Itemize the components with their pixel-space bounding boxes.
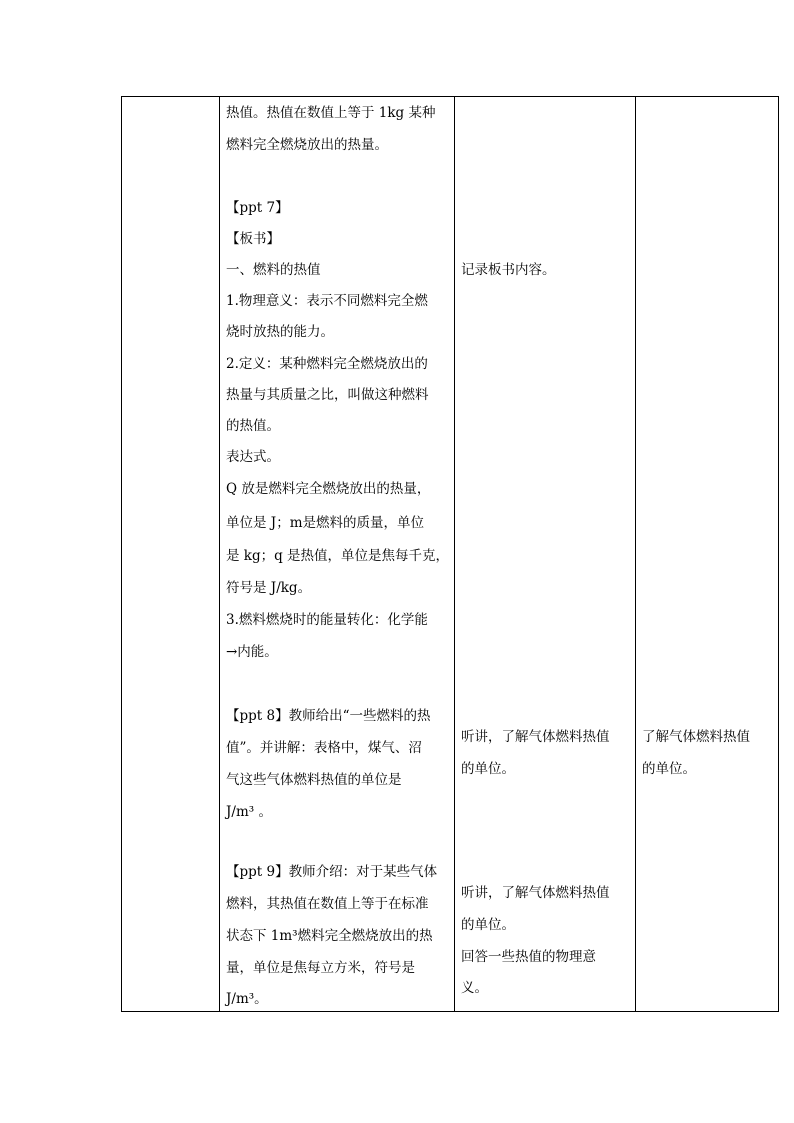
text-line: 回答一些热值的物理意 xyxy=(461,949,596,965)
text-line: 了解气体燃料热值 xyxy=(642,729,750,745)
text-line: J/m³。 xyxy=(226,991,268,1007)
text-line: 3.燃料燃烧时的能量转化：化学能 xyxy=(226,612,428,628)
text-line: 烧时放热的能力。 xyxy=(226,324,334,340)
text-line: 的单位。 xyxy=(461,761,515,777)
section-heading: 一、燃料的热值 xyxy=(226,262,321,278)
text-line: 燃料完全燃烧放出的热量。 xyxy=(226,137,388,153)
text-line: 【板书】 xyxy=(226,231,280,247)
text-line: 状态下 1m³燃料完全燃烧放出的热 xyxy=(226,928,433,944)
text-line: 热量与其质量之比，叫做这种燃料 xyxy=(226,387,429,403)
text-line: 2.定义：某种燃料完全燃烧放出的 xyxy=(226,356,428,372)
text-line: 的单位。 xyxy=(461,917,515,933)
text-line: 热值。热值在数值上等于 1kg 某种 xyxy=(226,105,436,121)
text-line: →内能。 xyxy=(226,644,278,660)
teacher-activity-cell xyxy=(220,97,455,1012)
text-line: Q 放是燃料完全燃烧放出的热量， xyxy=(226,481,431,497)
text-line: 值”。并讲解：表格中，煤气、沼 xyxy=(226,740,422,756)
text-line: 听讲，了解气体燃料热值 xyxy=(461,729,610,745)
text-line: 量，单位是焦每立方米，符号是 xyxy=(226,960,415,976)
text-line: 【ppt 8】教师给出“一些燃料的热 xyxy=(226,708,431,724)
text-line: 单位是 J；m是燃料的质量，单位 xyxy=(226,515,425,531)
text-line: 表达式。 xyxy=(226,449,280,465)
text-line: 记录板书内容。 xyxy=(461,262,556,278)
text-line: 听讲，了解气体燃料热值 xyxy=(461,885,610,901)
lesson-plan-table xyxy=(121,96,779,1012)
text-line: 【ppt 7】 xyxy=(226,200,289,216)
table-row xyxy=(122,97,779,1012)
design-intent-cell xyxy=(636,97,779,1012)
stage-cell xyxy=(122,97,220,1012)
text-line: 的热值。 xyxy=(226,418,280,434)
text-line: 是 kg；q 是热值，单位是焦每千克， xyxy=(226,548,450,564)
student-activity-cell xyxy=(455,97,636,1012)
text-line: 的单位。 xyxy=(642,761,696,777)
text-line: 1.物理意义：表示不同燃料完全燃 xyxy=(226,293,428,309)
text-line: 燃料，其热值在数值上等于在标准 xyxy=(226,896,429,912)
text-line: 符号是 J/kg。 xyxy=(226,580,312,596)
text-line: J/m³ 。 xyxy=(226,804,272,820)
text-line: 气这些气体燃料热值的单位是 xyxy=(226,772,402,788)
text-line: 义。 xyxy=(461,980,488,996)
text-line: 【ppt 9】教师介绍：对于某些气体 xyxy=(226,864,438,880)
